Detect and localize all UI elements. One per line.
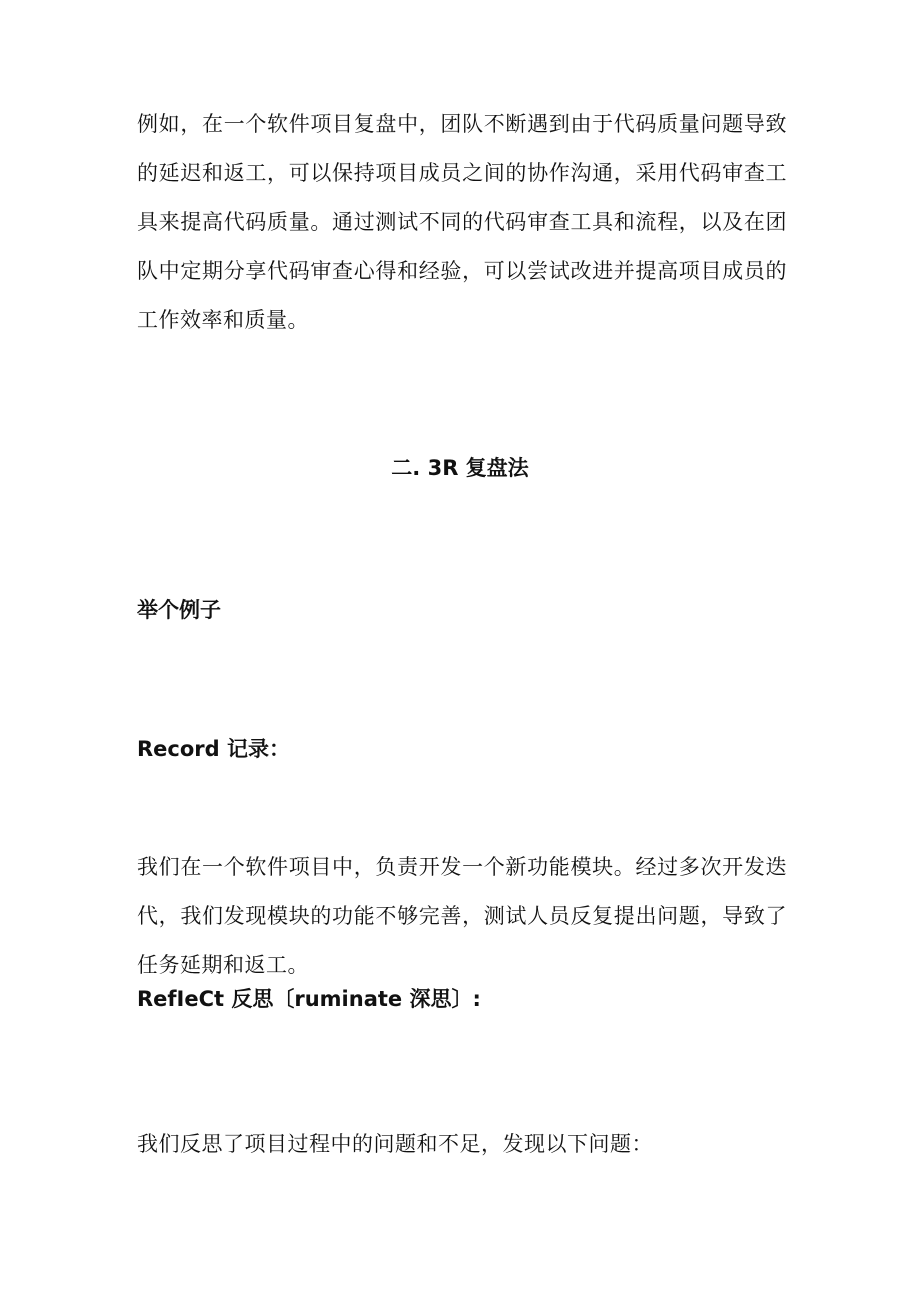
example-heading: 举个例子	[137, 598, 221, 622]
body-paragraph: 我们反思了项目过程中的问题和不足，发现以下问题：	[137, 1132, 653, 1156]
section-heading: 二. 3R 复盘法	[391, 456, 529, 480]
reflect-heading: RefIeCt 反思〔ruminate 深思〕:	[137, 987, 481, 1011]
record-heading: Record 记录：	[137, 737, 290, 761]
body-paragraph: 例如，在一个软件项目复盘中，团队不断遇到由于代码质量问题导致的延迟和返工，可以保持项目成员之间的协作沟通，采用代码审查工具来提高代码质量。通过测试不同的代码审查工具和流程，以及在团队中定期分享代码审查心得和经验，可以尝试改进并提高项目成员的工作效率和质量。	[137, 112, 787, 332]
body-paragraph: 我们在一个软件项目中，负责开发一个新功能模块。经过多次开发迭代，我们发现模块的功能不够完善，测试人员反复提出问题，导致了任务延期和返工。	[137, 855, 787, 977]
